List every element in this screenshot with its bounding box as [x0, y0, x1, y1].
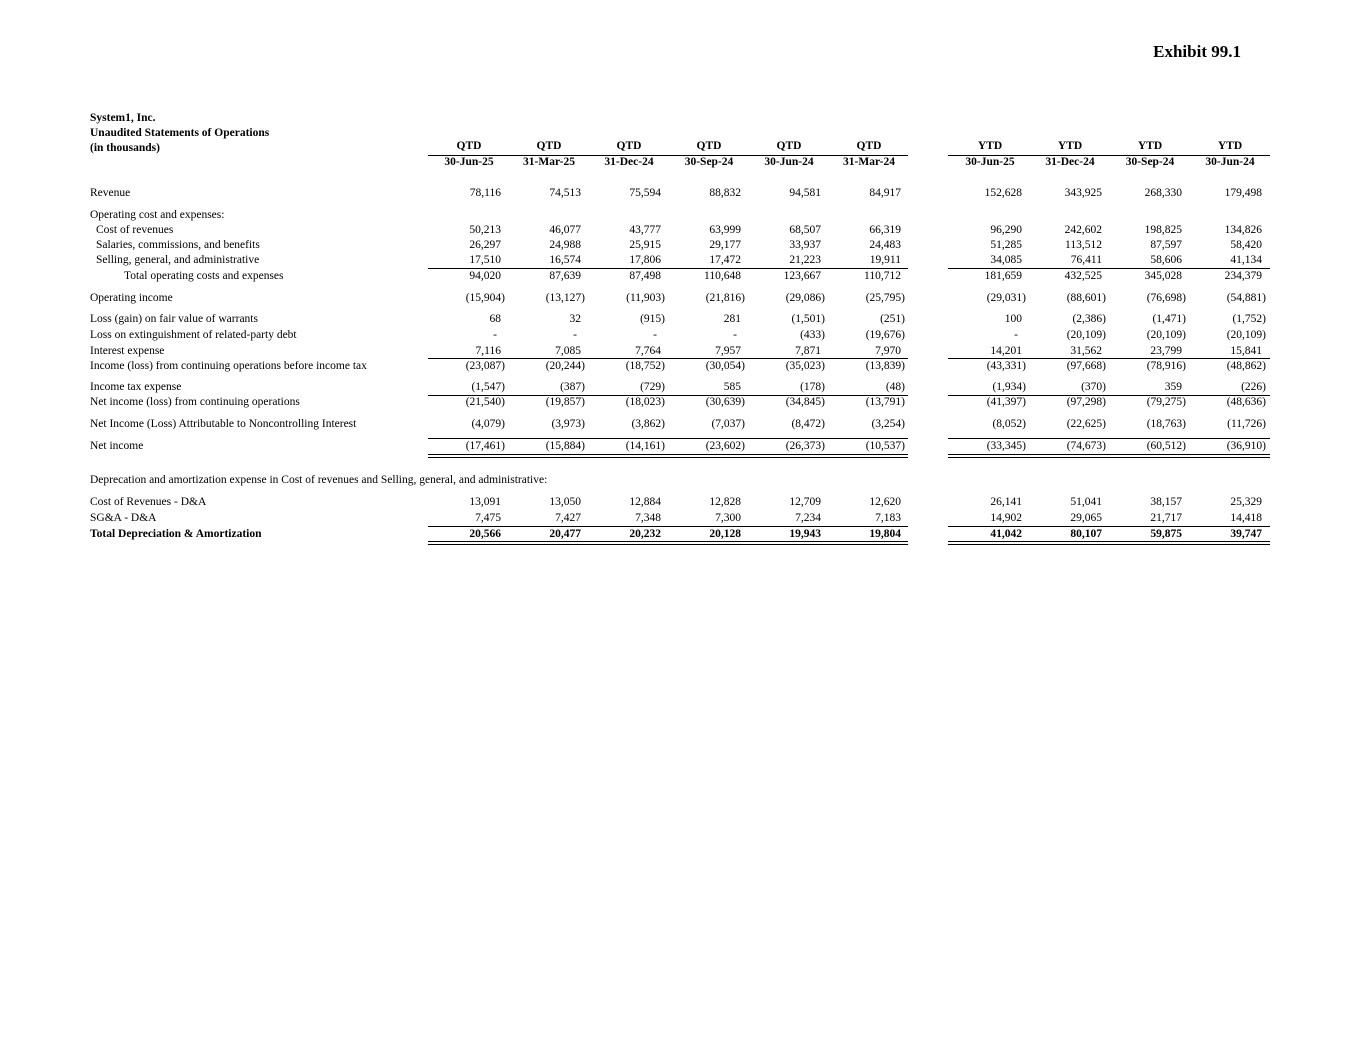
value-cell: 7,957 [715, 345, 741, 357]
value-cell: 25,329 [1230, 496, 1262, 508]
value-cell: 20,128 [709, 528, 741, 540]
exhibit-number: Exhibit 99.1 [1153, 42, 1241, 61]
column-period-header: QTD [696, 140, 722, 152]
value-cell: (2,386) [1072, 313, 1106, 325]
column-date-header: 30-Jun-25 [965, 156, 1015, 168]
subtotal-rule [428, 395, 908, 396]
value-cell: 94,581 [789, 187, 821, 199]
value-cell: (729) [640, 381, 665, 393]
value-cell: 87,597 [1150, 239, 1182, 251]
value-cell: - [493, 329, 497, 341]
value-cell: 7,183 [875, 512, 901, 524]
subtotal-rule [948, 268, 1270, 269]
value-cell: - [573, 329, 577, 341]
value-cell: (15,904) [465, 292, 505, 304]
value-cell: 17,806 [629, 254, 661, 266]
row-label: Salaries, commissions, and benefits [96, 239, 260, 251]
value-cell: (15,884) [545, 440, 585, 452]
row-label: Total operating costs and expenses [124, 270, 284, 282]
row-label: Selling, general, and administrative [96, 254, 260, 266]
subtotal-rule [428, 268, 908, 269]
column-period-header: QTD [616, 140, 642, 152]
value-cell: 84,917 [869, 187, 901, 199]
value-cell: (1,501) [791, 313, 825, 325]
value-cell: 7,085 [555, 345, 581, 357]
value-cell: 17,472 [709, 254, 741, 266]
value-cell: 51,041 [1070, 496, 1102, 508]
value-cell: 234,379 [1224, 270, 1262, 282]
value-cell: 12,709 [789, 496, 821, 508]
row-label: Cost of revenues [96, 224, 174, 236]
value-cell: 43,777 [629, 224, 661, 236]
value-cell: 29,177 [709, 239, 741, 251]
value-cell: (35,023) [785, 360, 825, 372]
value-cell: (13,127) [545, 292, 585, 304]
value-cell: 7,764 [635, 345, 661, 357]
row-label: Loss (gain) on fair value of warrants [90, 313, 258, 325]
value-cell: (18,023) [625, 396, 665, 408]
row-label: Income tax expense [90, 381, 182, 393]
value-cell: 21,223 [789, 254, 821, 266]
value-cell: 68,507 [789, 224, 821, 236]
row-label: Loss on extinguishment of related-party debt [90, 329, 297, 341]
value-cell: (17,461) [465, 440, 505, 452]
value-cell: (18,752) [625, 360, 665, 372]
value-cell: 345,028 [1144, 270, 1182, 282]
subtotal-rule [428, 526, 908, 527]
value-cell: 12,828 [709, 496, 741, 508]
value-cell: 134,826 [1224, 224, 1262, 236]
row-label: Income (loss) from continuing operations before income tax [90, 360, 367, 372]
table-row [0, 396, 1365, 411]
value-cell: 41,042 [990, 528, 1022, 540]
value-cell: 50,213 [469, 224, 501, 236]
column-date-header: 30-Jun-25 [444, 156, 494, 168]
value-cell: 38,157 [1150, 496, 1182, 508]
value-cell: 59,875 [1150, 528, 1182, 540]
row-label: Cost of Revenues - D&A [90, 496, 207, 508]
value-cell: (88,601) [1066, 292, 1106, 304]
value-cell: (8,472) [791, 418, 825, 430]
value-cell: 94,020 [469, 270, 501, 282]
value-cell: 7,970 [875, 345, 901, 357]
company-name: System1, Inc. [90, 112, 156, 124]
value-cell: 23,799 [1150, 345, 1182, 357]
column-period-header: YTD [977, 140, 1003, 152]
value-cell: (20,244) [545, 360, 585, 372]
column-date-header: 30-Sep-24 [1125, 156, 1175, 168]
value-cell: 100 [1004, 313, 1022, 325]
statement-title: Unaudited Statements of Operations [90, 127, 270, 139]
value-cell: 113,512 [1065, 239, 1102, 251]
value-cell: 13,091 [469, 496, 501, 508]
value-cell: 24,988 [549, 239, 581, 251]
value-cell: 20,232 [629, 528, 661, 540]
value-cell: 41,134 [1230, 254, 1262, 266]
value-cell: (54,881) [1226, 292, 1266, 304]
subtotal-rule [428, 438, 908, 439]
value-cell: (4,079) [471, 418, 505, 430]
subtotal-rule [948, 358, 1270, 359]
column-period-header: QTD [856, 140, 882, 152]
value-cell: (1,934) [992, 381, 1026, 393]
value-cell: - [733, 329, 737, 341]
value-cell: (97,668) [1066, 360, 1106, 372]
table-row [0, 360, 1365, 375]
value-cell: (33,345) [986, 440, 1026, 452]
value-cell: 80,107 [1070, 528, 1102, 540]
value-cell: 58,420 [1230, 239, 1262, 251]
value-cell: 15,841 [1230, 345, 1262, 357]
value-cell: 14,418 [1230, 512, 1262, 524]
value-cell: 7,871 [795, 345, 821, 357]
row-label: Net income (loss) from continuing operations [90, 396, 300, 408]
value-cell: 21,717 [1150, 512, 1182, 524]
value-cell: (97,298) [1066, 396, 1106, 408]
table-row [0, 270, 1365, 285]
value-cell: (178) [800, 381, 825, 393]
total-double-rule [948, 541, 1270, 545]
subtotal-rule [948, 526, 1270, 527]
value-cell: (19,857) [545, 396, 585, 408]
value-cell: 19,911 [869, 254, 901, 266]
value-cell: 78,116 [469, 187, 501, 199]
column-date-header: 31-Mar-24 [843, 156, 895, 168]
value-cell: (78,916) [1146, 360, 1186, 372]
value-cell: (19,676) [865, 329, 905, 341]
value-cell: (22,625) [1066, 418, 1106, 430]
value-cell: 7,427 [555, 512, 581, 524]
value-cell: (48,636) [1226, 396, 1266, 408]
value-cell: 19,804 [869, 528, 901, 540]
value-cell: (7,037) [711, 418, 745, 430]
value-cell: (76,698) [1146, 292, 1186, 304]
column-period-header: YTD [1137, 140, 1163, 152]
table-row [0, 187, 1365, 202]
value-cell: (387) [560, 381, 585, 393]
value-cell: (41,397) [986, 396, 1026, 408]
row-label: Operating income [90, 292, 173, 304]
value-cell: 7,116 [475, 345, 501, 357]
value-cell: (48) [885, 381, 905, 393]
value-cell: (11,726) [1227, 418, 1266, 430]
value-cell: (36,910) [1226, 440, 1266, 452]
subtotal-rule [948, 395, 1270, 396]
value-cell: 75,594 [629, 187, 661, 199]
total-double-rule [428, 541, 908, 545]
value-cell: 268,330 [1144, 187, 1182, 199]
units-note: (in thousands) [90, 142, 160, 154]
column-date-header: 31-Mar-25 [523, 156, 575, 168]
value-cell: (915) [640, 313, 665, 325]
row-label: Operating cost and expenses: [90, 209, 225, 221]
value-cell: (18,763) [1146, 418, 1186, 430]
value-cell: 76,411 [1070, 254, 1102, 266]
subtotal-rule [428, 358, 908, 359]
value-cell: (23,087) [465, 360, 505, 372]
value-cell: 66,319 [869, 224, 901, 236]
value-cell: 181,659 [984, 270, 1022, 282]
value-cell: 12,620 [869, 496, 901, 508]
row-label: Revenue [90, 187, 131, 199]
value-cell: 88,832 [709, 187, 741, 199]
value-cell: 242,602 [1064, 224, 1102, 236]
value-cell: 33,937 [789, 239, 821, 251]
value-cell: (8,052) [992, 418, 1026, 430]
value-cell: (29,031) [986, 292, 1026, 304]
value-cell: (23,602) [705, 440, 745, 452]
value-cell: (226) [1241, 381, 1266, 393]
value-cell: (1,547) [471, 381, 505, 393]
value-cell: (29,086) [785, 292, 825, 304]
value-cell: 29,065 [1070, 512, 1102, 524]
value-cell: (79,275) [1146, 396, 1186, 408]
value-cell: 26,141 [990, 496, 1022, 508]
value-cell: 31,562 [1070, 345, 1102, 357]
subtotal-rule [948, 438, 1270, 439]
value-cell: (30,639) [705, 396, 745, 408]
value-cell: (370) [1081, 381, 1106, 393]
table-row [0, 224, 1365, 239]
table-row [0, 292, 1365, 307]
value-cell: 7,234 [795, 512, 821, 524]
value-cell: (21,816) [705, 292, 745, 304]
value-cell: 20,566 [469, 528, 501, 540]
value-cell: 343,925 [1064, 187, 1102, 199]
column-period-header: QTD [776, 140, 802, 152]
column-period-header: YTD [1217, 140, 1243, 152]
value-cell: 14,902 [990, 512, 1022, 524]
value-cell: (3,254) [871, 418, 905, 430]
table-row [0, 512, 1365, 527]
table-row [0, 254, 1365, 269]
value-cell: 14,201 [990, 345, 1022, 357]
value-cell: (34,845) [785, 396, 825, 408]
value-cell: 17,510 [469, 254, 501, 266]
value-cell: 63,999 [709, 224, 741, 236]
value-cell: (74,673) [1066, 440, 1106, 452]
value-cell: (48,862) [1226, 360, 1266, 372]
value-cell: 24,483 [869, 239, 901, 251]
value-cell: 198,825 [1144, 224, 1182, 236]
value-cell: 87,639 [549, 270, 581, 282]
table-row [0, 418, 1365, 433]
value-cell: 7,348 [635, 512, 661, 524]
value-cell: 39,747 [1230, 528, 1262, 540]
value-cell: 58,606 [1150, 254, 1182, 266]
table-row [0, 474, 1365, 489]
value-cell: (251) [880, 313, 905, 325]
value-cell: (43,331) [986, 360, 1026, 372]
value-cell: (13,839) [865, 360, 905, 372]
column-period-header: QTD [536, 140, 562, 152]
value-cell: 179,498 [1224, 187, 1262, 199]
value-cell: 51,285 [990, 239, 1022, 251]
value-cell: (25,795) [865, 292, 905, 304]
value-cell: 96,290 [990, 224, 1022, 236]
value-cell: (1,752) [1232, 313, 1266, 325]
value-cell: (20,109) [1146, 329, 1186, 341]
value-cell: (20,109) [1066, 329, 1106, 341]
column-date-header: 30-Jun-24 [764, 156, 814, 168]
value-cell: (20,109) [1226, 329, 1266, 341]
value-cell: 13,050 [549, 496, 581, 508]
value-cell: (10,537) [865, 440, 905, 452]
value-cell: 16,574 [549, 254, 581, 266]
table-row [0, 440, 1365, 455]
value-cell: 281 [723, 313, 741, 325]
value-cell: 359 [1164, 381, 1182, 393]
table-row [0, 329, 1365, 344]
value-cell: (3,973) [551, 418, 585, 430]
value-cell: 34,085 [990, 254, 1022, 266]
row-label: SG&A - D&A [90, 512, 157, 524]
header-rule-qtd [428, 155, 908, 156]
value-cell: - [1014, 329, 1018, 341]
net-income-double-rule [428, 454, 908, 458]
value-cell: 32 [569, 313, 581, 325]
table-row [0, 209, 1365, 224]
value-cell: 26,297 [469, 239, 501, 251]
value-cell: 7,300 [715, 512, 741, 524]
table-row [0, 381, 1365, 396]
value-cell: 68 [489, 313, 501, 325]
value-cell: 12,884 [629, 496, 661, 508]
value-cell: (13,791) [865, 396, 905, 408]
row-label: Net Income (Loss) Attributable to Noncontrolling Interest [90, 418, 357, 430]
column-date-header: 31-Dec-24 [604, 156, 654, 168]
column-period-header: YTD [1057, 140, 1083, 152]
value-cell: 74,513 [549, 187, 581, 199]
value-cell: (11,903) [626, 292, 665, 304]
row-label: Deprecation and amortization expense in Cost of revenues and Selling, general, and administrative: [90, 474, 548, 486]
value-cell: 110,712 [864, 270, 901, 282]
value-cell: (1,471) [1152, 313, 1186, 325]
table-row [0, 239, 1365, 254]
header-rule-ytd [948, 155, 1270, 156]
row-label: Interest expense [90, 345, 165, 357]
value-cell: 20,477 [549, 528, 581, 540]
value-cell: 46,077 [549, 224, 581, 236]
value-cell: (433) [800, 329, 825, 341]
column-date-header: 30-Jun-24 [1205, 156, 1255, 168]
column-date-header: 31-Dec-24 [1045, 156, 1095, 168]
value-cell: 585 [723, 381, 741, 393]
value-cell: (14,161) [625, 440, 665, 452]
value-cell: (21,540) [465, 396, 505, 408]
table-row [0, 313, 1365, 328]
value-cell: 7,475 [475, 512, 501, 524]
value-cell: (3,862) [631, 418, 665, 430]
value-cell: 87,498 [629, 270, 661, 282]
value-cell: 25,915 [629, 239, 661, 251]
row-label: Total Depreciation & Amortization [90, 528, 262, 540]
value-cell: 432,525 [1064, 270, 1102, 282]
value-cell: - [653, 329, 657, 341]
column-period-header: QTD [456, 140, 482, 152]
value-cell: 152,628 [984, 187, 1022, 199]
table-row [0, 496, 1365, 511]
value-cell: 110,648 [704, 270, 741, 282]
value-cell: (26,373) [785, 440, 825, 452]
net-income-double-rule [948, 454, 1270, 458]
value-cell: (60,512) [1146, 440, 1186, 452]
value-cell: 123,667 [783, 270, 821, 282]
value-cell: 19,943 [789, 528, 821, 540]
row-label: Net income [90, 440, 144, 452]
value-cell: (30,054) [705, 360, 745, 372]
column-date-header: 30-Sep-24 [684, 156, 734, 168]
